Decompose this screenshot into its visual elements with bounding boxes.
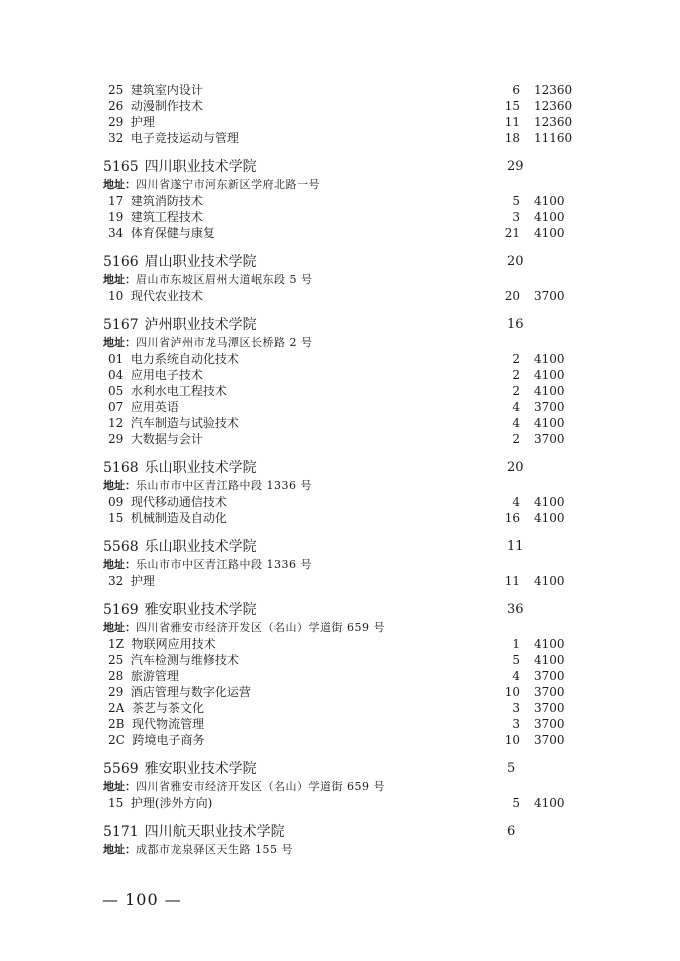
school-header [0, 252, 680, 272]
major-count: 5 [512, 653, 520, 667]
school-total: 5 [507, 761, 516, 776]
major-row [0, 98, 680, 114]
major-label [108, 367, 203, 383]
major-name: 护理 [130, 115, 155, 129]
address-line [103, 478, 312, 494]
major-code: 01 [108, 352, 124, 366]
major-code: 17 [108, 194, 124, 208]
school-address [0, 620, 680, 636]
address-line [103, 620, 385, 636]
address-prefix: 地址： [103, 621, 136, 634]
major-name: 机械制造及自动化 [130, 511, 227, 525]
school-total: 20 [507, 254, 524, 269]
major-code: 25 [108, 653, 124, 667]
major-count: 4 [512, 495, 520, 509]
address-line [103, 557, 312, 573]
major-code: 05 [108, 384, 124, 398]
school-header [0, 157, 680, 177]
major-name: 物联网应用技术 [131, 637, 216, 651]
major-count: 4 [512, 669, 520, 683]
school-block [0, 157, 680, 241]
school-address [0, 779, 680, 795]
major-name: 电力系统自动化技术 [130, 352, 239, 366]
major-label [108, 209, 203, 225]
school-address [0, 478, 680, 494]
school-block [0, 759, 680, 811]
school-name: 四川航天职业技术学院 [144, 824, 285, 840]
major-row [0, 193, 680, 209]
address-line [103, 779, 385, 795]
major-count: 21 [504, 226, 520, 240]
school-title [103, 759, 257, 779]
major-count: 2 [512, 432, 520, 446]
major-fee: 12360 [534, 83, 573, 97]
major-fee: 3700 [534, 733, 565, 747]
major-fee: 3700 [534, 717, 565, 731]
major-label [108, 795, 212, 811]
address-prefix: 地址： [103, 178, 136, 191]
major-row [0, 668, 680, 684]
major-label [108, 415, 239, 431]
major-fee: 4100 [534, 226, 565, 240]
major-name: 建筑工程技术 [130, 210, 203, 224]
major-code: 04 [108, 368, 124, 382]
school-header [0, 537, 680, 557]
major-label [108, 288, 203, 304]
school-header [0, 315, 680, 335]
address-text: 眉山市东坡区眉州大道岷东段 5 号 [136, 273, 313, 286]
major-row [0, 494, 680, 510]
school-title [103, 315, 257, 335]
major-code: 29 [108, 432, 124, 446]
major-row [0, 636, 680, 652]
school-name: 雅安职业技术学院 [144, 761, 257, 777]
major-count: 11 [504, 115, 520, 129]
major-fee: 3700 [534, 289, 565, 303]
major-name: 汽车制造与试验技术 [130, 416, 239, 430]
address-text: 乐山市市中区青江路中段 1336 号 [136, 558, 312, 571]
major-fee: 3700 [534, 669, 565, 683]
school-block [0, 600, 680, 748]
major-code: 15 [108, 511, 124, 525]
major-count: 16 [504, 511, 520, 525]
major-label [108, 98, 203, 114]
school-code: 5169 [103, 602, 139, 618]
major-name: 现代物流管理 [132, 717, 205, 731]
major-code: 32 [108, 131, 124, 145]
major-fee: 4100 [534, 384, 565, 398]
major-count: 2 [512, 352, 520, 366]
major-fee: 4100 [534, 511, 565, 525]
major-name: 现代农业技术 [130, 289, 203, 303]
school-block [0, 822, 680, 858]
major-count: 15 [504, 99, 520, 113]
major-code: 15 [108, 796, 124, 810]
major-label [108, 225, 215, 241]
address-prefix: 地址： [103, 273, 136, 286]
school-block [0, 458, 680, 526]
major-name: 动漫制作技术 [130, 99, 203, 113]
school-name: 雅安职业技术学院 [144, 602, 257, 618]
major-code: 32 [108, 574, 124, 588]
major-row [0, 732, 680, 748]
school-header [0, 759, 680, 779]
school-total: 6 [507, 824, 516, 839]
major-name: 茶艺与茶文化 [131, 701, 204, 715]
major-row [0, 652, 680, 668]
major-label [108, 130, 239, 146]
major-label [108, 684, 251, 700]
school-header [0, 822, 680, 842]
address-line [103, 272, 313, 288]
major-fee: 3700 [534, 400, 565, 414]
school-code: 5166 [103, 254, 139, 270]
major-fee: 4100 [534, 574, 565, 588]
major-name: 护理(涉外方向) [130, 796, 213, 810]
school-name: 眉山职业技术学院 [144, 254, 257, 270]
major-count: 5 [512, 796, 520, 810]
page-number: — 100 — [102, 890, 182, 909]
major-code: 2A [108, 701, 125, 715]
school-title [103, 600, 257, 620]
school-title [103, 537, 257, 557]
major-fee: 4100 [534, 194, 565, 208]
major-row [0, 288, 680, 304]
school-address [0, 557, 680, 573]
major-name: 应用英语 [130, 400, 179, 414]
major-fee: 3700 [534, 685, 565, 699]
address-line [103, 335, 313, 351]
major-code: 19 [108, 210, 124, 224]
major-fee: 4100 [534, 653, 565, 667]
major-count: 2 [512, 368, 520, 382]
major-row [0, 795, 680, 811]
major-name: 汽车检测与维修技术 [130, 653, 239, 667]
major-name: 建筑室内设计 [130, 83, 203, 97]
major-row [0, 431, 680, 447]
major-fee: 4100 [534, 368, 565, 382]
major-name: 护理 [130, 574, 155, 588]
major-label [108, 652, 239, 668]
major-fee: 4100 [534, 352, 565, 366]
major-code: 12 [108, 416, 124, 430]
major-fee: 12360 [534, 99, 573, 113]
school-title [103, 458, 257, 478]
major-name: 应用电子技术 [130, 368, 203, 382]
major-code: 07 [108, 400, 124, 414]
major-name: 现代移动通信技术 [130, 495, 227, 509]
major-count: 4 [512, 400, 520, 414]
major-fee: 4100 [534, 210, 565, 224]
address-prefix: 地址： [103, 843, 136, 856]
major-label [108, 636, 216, 652]
major-code: 26 [108, 99, 124, 113]
major-row [0, 367, 680, 383]
school-code: 5569 [103, 761, 139, 777]
major-label [108, 351, 239, 367]
major-code: 34 [108, 226, 124, 240]
major-label [108, 82, 203, 98]
address-prefix: 地址： [103, 558, 136, 571]
address-prefix: 地址： [103, 780, 136, 793]
admissions-listing [0, 82, 680, 858]
major-fee: 4100 [534, 796, 565, 810]
school-code: 5168 [103, 460, 139, 476]
major-label [108, 431, 203, 447]
major-label [108, 732, 204, 748]
major-name: 跨境电子商务 [132, 733, 205, 747]
school-total: 20 [507, 460, 524, 475]
major-name: 水利水电工程技术 [130, 384, 227, 398]
school-name: 乐山职业技术学院 [144, 460, 257, 476]
school-header [0, 600, 680, 620]
major-fee: 4100 [534, 495, 565, 509]
address-text: 四川省雅安市经济开发区（名山）学道街 659 号 [136, 780, 385, 793]
school-total: 16 [507, 317, 524, 332]
major-row [0, 415, 680, 431]
major-name: 旅游管理 [130, 669, 179, 683]
school-title [103, 252, 257, 272]
address-line [103, 842, 293, 858]
major-label [108, 494, 227, 510]
major-fee: 11160 [534, 131, 573, 145]
major-label [108, 573, 155, 589]
school-address [0, 272, 680, 288]
major-count: 6 [512, 83, 520, 97]
address-line [103, 177, 320, 193]
major-name: 酒店管理与数字化运营 [130, 685, 251, 699]
major-count: 2 [512, 384, 520, 398]
major-row [0, 700, 680, 716]
school-header [0, 458, 680, 478]
major-code: 09 [108, 495, 124, 509]
major-count: 18 [504, 131, 520, 145]
address-text: 成都市龙泉驿区天生路 155 号 [136, 843, 293, 856]
address-text: 乐山市市中区青江路中段 1336 号 [136, 479, 312, 492]
school-block [0, 252, 680, 304]
major-row [0, 114, 680, 130]
major-count: 3 [512, 717, 520, 731]
major-code: 10 [108, 289, 124, 303]
school-name: 泸州职业技术学院 [144, 317, 257, 333]
major-count: 10 [504, 685, 520, 699]
school-title [103, 157, 257, 177]
major-row [0, 716, 680, 732]
major-code: 29 [108, 115, 124, 129]
major-row [0, 399, 680, 415]
school-address [0, 842, 680, 858]
major-row [0, 82, 680, 98]
major-label [108, 399, 179, 415]
school-code: 5568 [103, 539, 139, 555]
address-prefix: 地址： [103, 336, 136, 349]
major-fee: 3700 [534, 432, 565, 446]
school-block [0, 315, 680, 447]
school-total: 36 [507, 602, 524, 617]
major-label [108, 193, 203, 209]
major-label [108, 383, 227, 399]
school-address [0, 335, 680, 351]
major-code: 28 [108, 669, 124, 683]
address-text: 四川省遂宁市河东新区学府北路一号 [136, 178, 320, 191]
major-code: 29 [108, 685, 124, 699]
major-code: 2C [108, 733, 125, 747]
major-label [108, 114, 155, 130]
major-name: 电子竞技运动与管理 [130, 131, 239, 145]
major-label [108, 700, 204, 716]
major-code: 1Z [108, 637, 124, 651]
major-code: 2B [108, 717, 125, 731]
school-total: 29 [507, 159, 524, 174]
major-name: 大数据与会计 [130, 432, 203, 446]
school-code: 5171 [103, 824, 139, 840]
major-code: 25 [108, 83, 124, 97]
school-block [0, 537, 680, 589]
major-count: 3 [512, 701, 520, 715]
major-name: 建筑消防技术 [130, 194, 203, 208]
major-row [0, 383, 680, 399]
major-count: 1 [512, 637, 520, 651]
major-fee: 4100 [534, 637, 565, 651]
major-fee: 4100 [534, 416, 565, 430]
major-count: 4 [512, 416, 520, 430]
major-row [0, 130, 680, 146]
school-total: 11 [507, 539, 524, 554]
major-count: 20 [504, 289, 520, 303]
major-count: 3 [512, 210, 520, 224]
major-row [0, 684, 680, 700]
major-name: 体育保健与康复 [130, 226, 215, 240]
address-text: 四川省泸州市龙马潭区长桥路 2 号 [136, 336, 313, 349]
school-title [103, 822, 285, 842]
school-address [0, 177, 680, 193]
major-row [0, 351, 680, 367]
major-label [108, 510, 227, 526]
major-fee: 3700 [534, 701, 565, 715]
major-row [0, 225, 680, 241]
major-fee: 12360 [534, 115, 573, 129]
school-code: 5165 [103, 159, 139, 175]
major-count: 11 [504, 574, 520, 588]
address-text: 四川省雅安市经济开发区（名山）学道街 659 号 [136, 621, 385, 634]
school-name: 四川职业技术学院 [144, 159, 257, 175]
major-row [0, 573, 680, 589]
major-label [108, 668, 179, 684]
major-label [108, 716, 204, 732]
major-count: 10 [504, 733, 520, 747]
major-row [0, 209, 680, 225]
major-row [0, 510, 680, 526]
major-count: 5 [512, 194, 520, 208]
address-prefix: 地址： [103, 479, 136, 492]
school-name: 乐山职业技术学院 [144, 539, 257, 555]
school-code: 5167 [103, 317, 139, 333]
